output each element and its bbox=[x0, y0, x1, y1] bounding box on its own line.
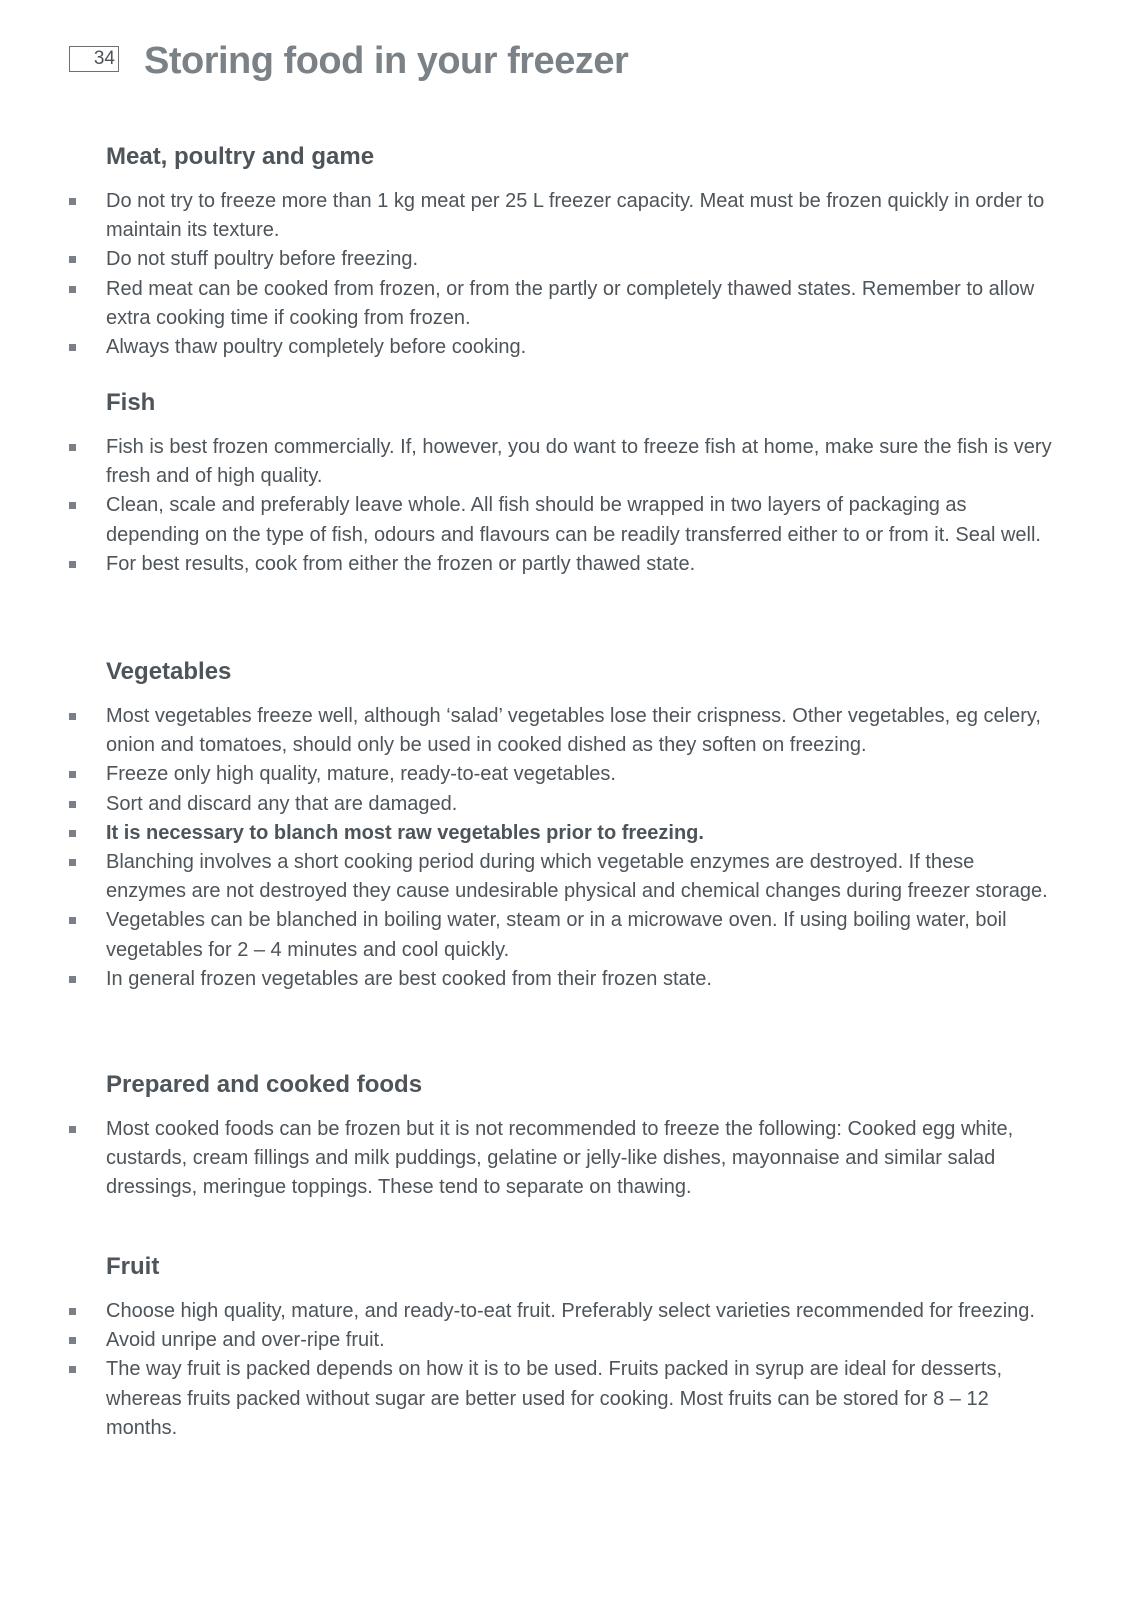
list-item-text: It is necessary to blanch most raw vegetables prior to freezing. bbox=[106, 821, 704, 844]
list-item-text: In general frozen vegetables are best cooked from their frozen state. bbox=[106, 967, 712, 990]
list-item bbox=[69, 906, 1059, 964]
list-item-text: Always thaw poultry completely before cooking. bbox=[106, 336, 527, 359]
bullet-square-icon bbox=[69, 713, 76, 720]
bullet-list bbox=[69, 1297, 1059, 1443]
section-heading: Vegetables bbox=[106, 658, 232, 685]
bullet-square-icon bbox=[69, 771, 76, 778]
page-number: 34 bbox=[69, 46, 119, 72]
list-item bbox=[69, 245, 1059, 274]
list-item bbox=[69, 333, 1059, 362]
section-heading: Fruit bbox=[106, 1253, 160, 1280]
section-prepared-cooked-foods bbox=[69, 1068, 1059, 1250]
list-item-text: Clean, scale and preferably leave whole. All fish should be wrapped in two layers of packaging as depending on the type of fish, odours and flavours can be readily transferred either to or from it. Seal well. bbox=[106, 494, 1041, 546]
bullet-square-icon bbox=[69, 1126, 76, 1133]
bullet-square-icon bbox=[69, 444, 76, 451]
bullet-square-icon bbox=[69, 1337, 76, 1344]
list-item bbox=[69, 187, 1059, 245]
bullet-square-icon bbox=[69, 344, 76, 351]
bullet-square-icon bbox=[69, 859, 76, 866]
list-item bbox=[69, 433, 1059, 491]
list-item-text: Fish is best frozen commercially. If, however, you do want to freeze fish at home, make sure the fish is very fresh and of high quality. bbox=[106, 436, 1052, 488]
page-title: Storing food in your freezer bbox=[144, 40, 629, 82]
bullet-square-icon bbox=[69, 1308, 76, 1315]
bullet-square-icon bbox=[69, 286, 76, 293]
list-item-text: Most vegetables freeze well, although ‘salad’ vegetables lose their crispness. Other vegetables, eg celery, onion and tomatoes, should only be used in cooked dished as they soften on freezing. bbox=[106, 705, 1041, 757]
bullet-square-icon bbox=[69, 917, 76, 924]
list-item-text: For best results, cook from either the frozen or partly thawed state. bbox=[106, 552, 696, 575]
list-item-text: Do not stuff poultry before freezing. bbox=[106, 248, 419, 271]
section-heading: Fish bbox=[106, 389, 156, 416]
bullet-list bbox=[69, 702, 1059, 994]
list-item-text: Vegetables can be blanched in boiling water, steam or in a microwave oven. If using boiling water, boil vegetables for 2 – 4 minutes and cool quickly. bbox=[106, 909, 1007, 961]
list-item-text: Choose high quality, mature, and ready-to-eat fruit. Preferably select varieties recommended for freezing. bbox=[106, 1300, 1035, 1322]
list-item-text: Red meat can be cooked from frozen, or from the partly or completely thawed states. Remember to allow extra cooking time if cooking from frozen. bbox=[106, 277, 1035, 329]
list-item-text: Avoid unripe and over-ripe fruit. bbox=[106, 1329, 385, 1352]
bullet-square-icon bbox=[69, 1366, 76, 1373]
list-item bbox=[69, 760, 1059, 789]
section-heading: Prepared and cooked foods bbox=[106, 1071, 423, 1098]
list-item bbox=[69, 702, 1059, 760]
list-item-text: Do not try to freeze more than 1 kg meat per 25 L freezer capacity. Meat must be frozen quickly in order to maintain its texture. bbox=[106, 190, 1045, 242]
list-item bbox=[69, 275, 1059, 333]
bullet-square-icon bbox=[69, 801, 76, 808]
section-vegetables bbox=[69, 655, 1059, 1068]
list-item-text: The way fruit is packed depends on how it is to be used. Fruits packed in syrup are ideal for desserts, whereas fruits packed without sugar are better used for cooking. Most fruits can be stored for 8 – 12 months. bbox=[106, 1358, 1003, 1439]
list-item bbox=[69, 965, 1059, 994]
bullet-square-icon bbox=[69, 502, 76, 509]
section-heading: Meat, poultry and game bbox=[106, 143, 375, 170]
section-fruit bbox=[69, 1250, 1059, 1480]
list-item-emphasis bbox=[69, 819, 1059, 848]
list-item bbox=[69, 491, 1059, 549]
bullet-square-icon bbox=[69, 830, 76, 837]
bullet-list bbox=[69, 187, 1059, 362]
bullet-square-icon bbox=[69, 561, 76, 568]
list-item-text: Most cooked foods can be frozen but it is not recommended to freeze the following: Cooked egg white, custards, cream fillings and milk puddings, gelatine or jelly-like dishes, mayonnaise and similar salad dressings, meringue toppings. These tend to separate on thawing. bbox=[106, 1118, 1014, 1199]
list-item-text: Sort and discard any that are damaged. bbox=[106, 792, 458, 815]
list-item bbox=[69, 550, 1059, 579]
bullet-list bbox=[69, 1115, 1059, 1203]
list-item bbox=[69, 848, 1059, 906]
section-meat-poultry-game bbox=[69, 140, 1059, 386]
list-item bbox=[69, 1297, 1059, 1326]
list-item bbox=[69, 1355, 1059, 1443]
section-fish bbox=[69, 386, 1059, 655]
bullet-list bbox=[69, 433, 1059, 579]
page-content bbox=[69, 140, 1059, 1480]
list-item bbox=[69, 1115, 1059, 1203]
bullet-square-icon bbox=[69, 256, 76, 263]
list-item-text: Freeze only high quality, mature, ready-to-eat vegetables. bbox=[106, 763, 616, 786]
bullet-square-icon bbox=[69, 976, 76, 983]
list-item bbox=[69, 1326, 1059, 1355]
list-item bbox=[69, 790, 1059, 819]
list-item-text: Blanching involves a short cooking period during which vegetable enzymes are destroyed. If these enzymes are not destroyed they cause undesirable physical and chemical changes during freezer storage. bbox=[106, 851, 1048, 903]
bullet-square-icon bbox=[69, 198, 76, 205]
